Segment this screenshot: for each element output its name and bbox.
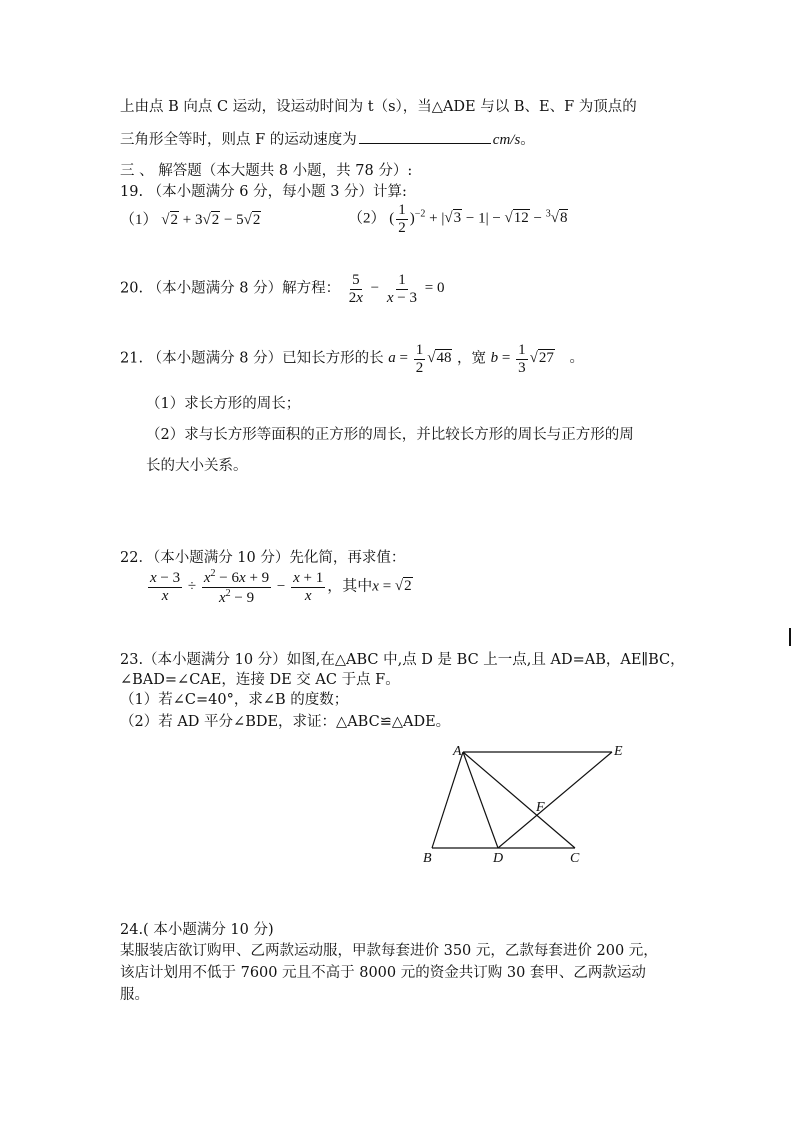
q18-line1: 上由点 B 向点 C 运动，设运动时间为 t（s），当△ADE 与以 B、E、F 为顶点的 — [120, 99, 637, 115]
q23-line2: ∠BAD=∠CAE，连接 DE 交 AC 于点 F。 — [120, 672, 400, 688]
label-e: E — [614, 744, 623, 759]
q22-expression: $\frac{x - 3}{x}$ ÷ $\frac{x^2 - 6x + 9}{x^2 - 9}$ − $\frac{x + 1}{x}$ ，其中x = √2 — [150, 568, 412, 606]
q24-line1: 某服装店欲订购甲、乙两款运动服，甲款每套进价 350 元，乙款每套进价 200 元， — [120, 943, 658, 959]
answer-blank — [359, 129, 491, 144]
q23-part1: （1）若∠C=40°，求∠B 的度数； — [120, 692, 349, 708]
q24-line2: 该店计划用不低于 7600 元且不高于 8000 元的资金共订购 30 套甲、乙两款运动 — [120, 965, 646, 981]
q21-width: b = $\frac{1}{3}$ √27 — [490, 342, 554, 376]
q18-line2-text: 三角形全等时，则点 F 的运动速度为 — [120, 132, 357, 148]
q20 — [120, 272, 444, 306]
section-heading: 三 、 解答题（本大题共 8 小题，共 78 分）: — [120, 163, 413, 179]
q21-part2-b: 长的大小关系。 — [146, 458, 248, 474]
segment-ac — [463, 752, 575, 848]
q22-title: 22．（本小题满分 10 分）先化简，再求值： — [120, 550, 406, 566]
q20-title: 20. （本小题满分 8 分）解方程： — [120, 280, 341, 297]
segment-ab — [432, 752, 463, 848]
q19-part2-label: （2） — [348, 210, 386, 227]
q21-wide: ，宽 — [457, 350, 487, 367]
q23-part2: （2）若 AD 平分∠BDE，求证：△ABC≌△ADE。 — [120, 714, 451, 730]
q21-end: 。 — [569, 350, 584, 367]
label-c: C — [570, 851, 580, 866]
q21-part2-a: （2）求与长方形等面积的正方形的周长，并比较长方形的周长与正方形的周 — [146, 427, 634, 443]
q19-part1: （1） √2 + 3√2 − 5√2 — [120, 212, 261, 228]
geometry-figure — [410, 738, 640, 868]
q24-title: 24.( 本小题满分 10 分) — [120, 922, 274, 938]
label-f: F — [536, 800, 545, 815]
q18-unit: cm/s — [492, 132, 521, 148]
label-a: A — [453, 744, 462, 759]
q22-where: ，其中 — [327, 578, 373, 595]
label-b: B — [423, 851, 432, 866]
page-edge-mark — [789, 628, 791, 646]
q21 — [120, 342, 584, 376]
segment-de — [498, 752, 612, 848]
q23-line1: 23.（本小题满分 10 分）如图,在△ABC 中,点 D 是 BC 上一点,且 AD=AB，AE∥BC， — [120, 652, 685, 668]
q21-title: 21. （本小题满分 8 分）已知长方形的长 — [120, 350, 384, 367]
q18-line2-end: 。 — [520, 132, 535, 148]
q21-part1: （1）求长方形的周长； — [146, 396, 301, 412]
q21-length: a = $\frac{1}{2}$ √48 — [388, 342, 452, 376]
q18-line2 — [120, 128, 535, 149]
q20-equation: $\frac{5}{2x}$ − $\frac{1}{x - 3}$ = 0 — [348, 272, 445, 306]
label-d: D — [493, 851, 504, 866]
q19-title: 19. （本小题满分 6 分，每小题 3 分）计算: — [120, 184, 407, 200]
q19-part1-label: （1） — [120, 212, 158, 228]
q19-part2: （2） ( $\frac{1}{2}$ )$^{-2}$ + |√3 − 1| − √12 − $^3$√8 — [348, 202, 568, 236]
sqrt-expr: √2 — [161, 212, 178, 228]
q24-line3: 服。 — [120, 987, 149, 1003]
